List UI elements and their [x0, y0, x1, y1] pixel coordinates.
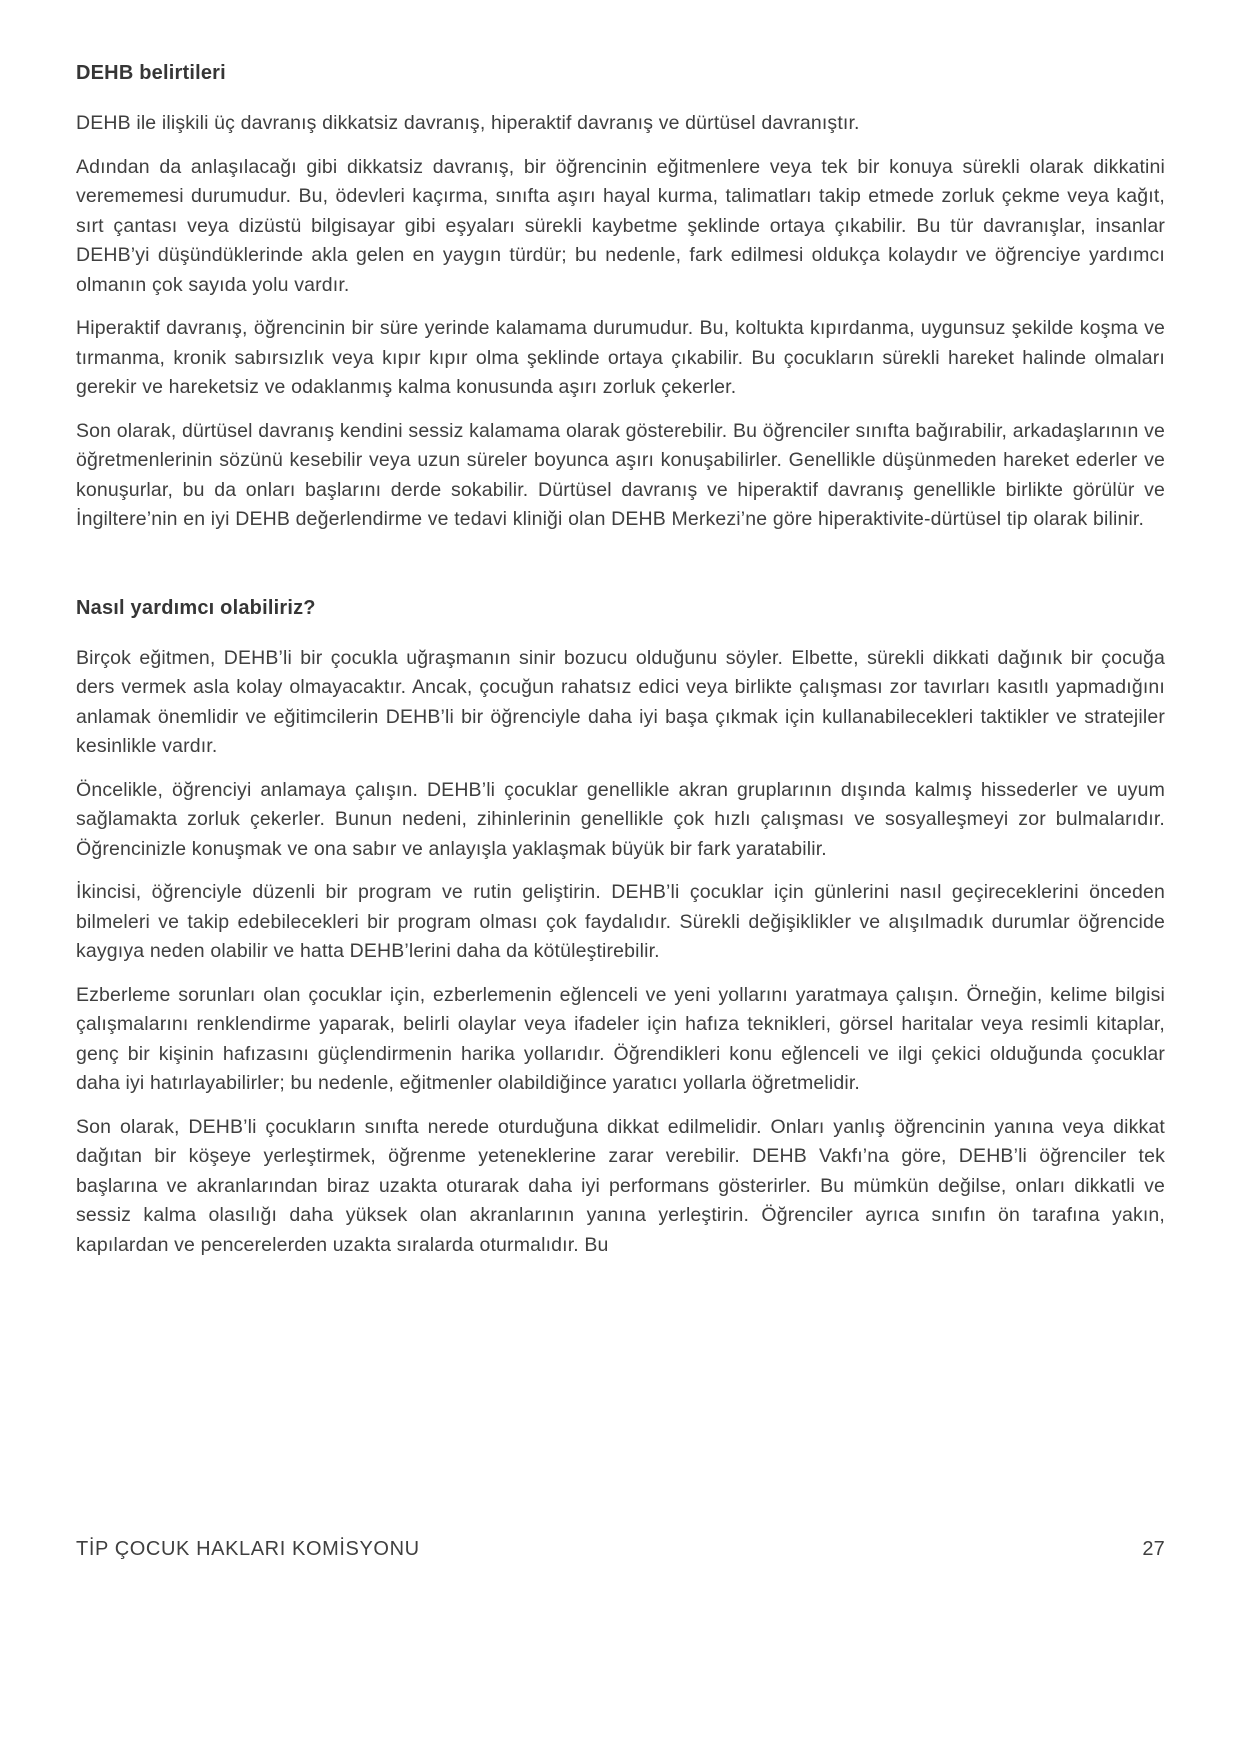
paragraph: Ezberleme sorunları olan çocuklar için, ezberlemenin eğlenceli ve yeni yollarını yaratmaya çalışın. Örneğin, kelime bilgisi çalışmalarını renklendirme yaparak, belirli olaylar veya ifadeler için hafıza teknikleri, görsel haritalar veya resimli kitaplar, genç bir kişinin hafızasını güçlendirmenin harika yollarıdır. Öğrendikleri konu eğlenceli ve ilgi çekici olduğunda çocuklar daha iyi hatırlayabilirler; bu nedenle, eğitmenler olabildiğince yaratıcı yollarla öğretmelidir.	[76, 983, 1165, 1094]
paragraph: Adından da anlaşılacağı gibi dikkatsiz davranış, bir öğrencinin eğitmenlere veya tek bir konuya sürekli olarak dikkatini verememesi durumudur. Bu, ödevleri kaçırma, sınıfta aşırı hayal kurma, talimatları takip etmede zorluk çekme veya kağıt, sırt çantası veya dizüstü bilgisayar gibi eşyaları sürekli kaybetme şeklinde ortaya çıkabilir. Bu tür davranışlar, insanlar DEHB’yi düşündüklerinde akla gelen en yaygın türdür; bu nedenle, fark edilmesi oldukça kolaydır ve öğrenciye yardımcı olmanın çok sayıda yolu vardır.	[76, 155, 1165, 296]
paragraph: Birçok eğitmen, DEHB’li bir çocukla uğraşmanın sinir bozucu olduğunu söyler. Elbette, sürekli dikkati dağınık bir çocuğa ders vermek asla kolay olmayacaktır. Ancak, çocuğun rahatsız edici veya birlikte çalışması zor tavırları kasıtlı yapmadığını anlamak önemlidir ve eğitimcilerin DEHB’li bir öğrenciyle daha iyi başa çıkmak için kullanabilecekleri taktikler ve stratejiler kesinlikle vardır.	[76, 646, 1165, 757]
footer-title: TİP ÇOCUK HAKLARI KOMİSYONU	[76, 1538, 420, 1560]
paragraph: İkincisi, öğrenciyle düzenli bir program ve rutin geliştirin. DEHB’li çocuklar için günlerini nasıl geçireceklerini önceden bilmeleri ve takip edebilecekleri bir program olması çok faydalıdır. Sürekli değişiklikler ve alışılmadık durumlar öğrencide kaygıya neden olabilir ve hatta DEHB’lerini daha da kötüleştirebilir.	[76, 881, 1165, 962]
paragraph: DEHB ile ilişkili üç davranış dikkatsiz davranış, hiperaktif davranış ve dürtüsel davranıştır.	[76, 112, 860, 134]
paragraph: Son olarak, dürtüsel davranış kendini sessiz kalamama olarak gösterebilir. Bu öğrenciler sınıfta bağırabilir, arkadaşlarının ve öğretmenlerinin sözünü kesebilir veya uzun süreler boyunca aşırı konuşabilirler. Genellikle düşünmeden hareket ederler ve konuşurlar, bu da onları başlarını derde sokabilir. Dürtüsel davranış ve hiperaktif davranış genellikle birlikte görülür ve İngiltere’nin en iyi DEHB değerlendirme ve tedavi kliniği olan DEHB Merkezi’ne göre hiperaktivite-dürtüsel tip olarak bilinir.	[76, 419, 1165, 530]
paragraph: Öncelikle, öğrenciyi anlamaya çalışın. DEHB’li çocuklar genellikle akran gruplarının dışında kalmış hissederler ve uyum sağlamakta zorluk çekerler. Bunun nedeni, zihinlerinin genellikle çok hızlı çalışması ve sosyalleşmeyi zor bulmalarıdır. Öğrencinizle konuşmak ve ona sabır ve anlayışla yaklaşmak büyük bir fark yaratabilir.	[76, 778, 1165, 860]
section-heading: Nasıl yardımcı olabiliriz?	[76, 596, 316, 619]
paragraph: Son olarak, DEHB’li çocukların sınıfta nerede oturduğuna dikkat edilmelidir. Onları yanlış öğrencinin yanına veya dikkat dağıtan bir köşeye yerleştirmek, öğrenme yeteneklerine zarar verebilir. DEHB Vakfı’na göre, DEHB’li öğrenciler tek başlarına ve akranlarından biraz uzakta oturarak daha iyi performans gösterirler. Bu mümkün değilse, onları dikkatli ve sessiz kalma olasılığı daha yüksek olan akranlarının yanına yerleştirin. Öğrenciler ayrıca sınıfın ön tarafına yakın, kapılardan ve pencerelerden uzakta sıralarda oturmalıdır. Bu	[76, 1115, 1165, 1256]
section-nasil-yardimci-olabiliriz	[76, 597, 1165, 1261]
paragraph: Hiperaktif davranış, öğrencinin bir süre yerinde kalamama durumudur. Bu, koltukta kıpırdanma, uygunsuz şekilde koşma ve tırmanma, kronik sabırsızlık veya kıpır kıpır olma şeklinde ortaya çıkabilir. Bu çocukların sürekli hareket halinde olmaları gerekir ve hareketsiz ve odaklanmış kalma konusunda aşırı zorluk çekerler.	[76, 317, 1165, 398]
page-number: 27	[1142, 1538, 1165, 1560]
section-dehb-belirtileri	[76, 62, 1165, 535]
page-footer	[76, 1538, 1165, 1561]
section-heading: DEHB belirtileri	[76, 62, 226, 84]
